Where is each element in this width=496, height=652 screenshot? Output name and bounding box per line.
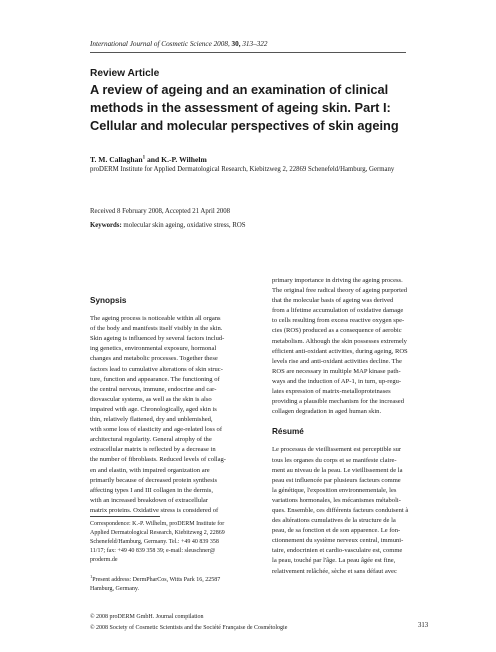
text-line: ways and the induction of AP-1, in turn, up-regu-: [272, 377, 402, 385]
text-line: lates expression of matrix-metalloproteinases: [272, 388, 391, 396]
article-title: [90, 81, 420, 135]
author-name: T. M. Callaghan: [90, 155, 143, 164]
text-line: the central nervous, immune, endocrine and car-: [90, 385, 217, 393]
text-line: ROS are necessary in multiple MAP kinase path-: [272, 367, 401, 375]
resume-heading: Résumé: [272, 427, 304, 437]
author-join: and: [145, 155, 162, 164]
text-line: ing genetics, environmental exposure, hormonal: [90, 345, 217, 353]
journal-pages: 313–322: [242, 40, 268, 48]
text-line: the number of fibroblasts. Reduced levels of collag-: [90, 456, 226, 464]
text-line: proderm.de: [90, 557, 118, 563]
text-line: metabolism. Although the skin possesses extremely: [272, 337, 407, 345]
received-accepted-dates: Received 8 February 2008, Accepted 21 April 2008: [90, 208, 231, 215]
text-line: The original free radical theory of ageing purported: [272, 287, 408, 295]
copyright-line: © 2008 Society of Cosmetic Scientists and the Société Française de Cosmétologie: [90, 625, 288, 631]
text-line: Skin ageing is influenced by several factors includ-: [90, 335, 225, 343]
footnote-text: Present address: DermPharCos, Witts Park 16, 22587: [92, 577, 221, 583]
text-line: architectural regularity. General atrophy of the: [90, 436, 212, 444]
footnotes: [90, 520, 257, 601]
text-line: impaired with age. Chronologically, aged skin is: [90, 405, 217, 413]
text-line: ctionnement du système nerveux central, immuni-: [272, 537, 404, 545]
author-list: [90, 155, 207, 164]
article-type: Review Article: [90, 68, 160, 79]
text-line: primary importance in driving the ageing process.: [272, 277, 403, 284]
text-line: affecting types I and III collagen in the dermis,: [90, 486, 213, 494]
text-line: with an increased breakdown of extracellular: [90, 496, 208, 504]
text-line: Applied Dermatological Research, Kiebitzweg 2, 22869: [90, 530, 225, 536]
title-line: methods in the assessment of ageing skin. Part I:: [90, 100, 391, 115]
keywords-label: Keywords:: [90, 222, 122, 229]
text-line: collagen degradation in aged human skin.: [272, 408, 382, 416]
text-line: primarily because of decreased protein synthesis: [90, 476, 218, 484]
footnote-rule: [90, 516, 160, 517]
synopsis-text: [90, 314, 257, 516]
text-line: factors lead to cumulative alterations of skin struc-: [90, 365, 223, 373]
text-line: la génétique, l'exposition environnementale, les: [272, 486, 397, 494]
text-line: Correspondence: K.-P. Wilhelm, proDERM Institute for: [90, 521, 225, 527]
author-name: K.-P. Wilhelm: [161, 155, 207, 164]
resume-text: [272, 445, 439, 576]
affiliation: proDERM Institute for Applied Dermatological Research, Kiebitzweg 2, 22869 Schenefeld/Hamburg, Germany: [90, 166, 395, 173]
text-line: variations hormonales, les mécanismes métaboli-: [272, 496, 401, 504]
footnote-mark: 1: [90, 574, 93, 579]
copyright-notice: [90, 612, 287, 634]
text-line: ques. Ensemble, ces différents facteurs conduisent à: [272, 506, 409, 514]
synopsis-continued-text: [272, 276, 439, 417]
text-line: changes and metabolic processes. Together these: [90, 355, 218, 363]
text-line: Le processus de vieillissement est perceptible sur: [272, 446, 402, 454]
text-line: peau est influencée par plusieurs facteurs comme: [272, 476, 401, 484]
footnote-line: [90, 572, 257, 585]
footnote-line: Hamburg, Germany.: [90, 586, 139, 592]
keywords-text: molecular skin ageing, oxidative stress, ROS: [121, 222, 246, 229]
journal-citation: [90, 40, 420, 48]
text-line: efficient anti-oxidant activities, during ageing, ROS: [272, 347, 408, 355]
text-line: peau, de sa fonction et de son apparence. Le fon-: [272, 527, 401, 535]
text-line: The ageing process is noticeable within all organs: [90, 315, 221, 323]
text-line: Schenefeld/Hamburg, Germany. Tel.: +49 40 839 358: [90, 539, 219, 545]
title-line: Cellular and molecular perspectives of skin ageing: [90, 118, 399, 133]
text-line: matrix proteins. Oxidative stress is considered of: [90, 506, 219, 514]
text-line: des altérations cumulatives de la structure de la: [272, 517, 396, 525]
title-line: A review of ageing and an examination of clinical: [90, 82, 389, 97]
text-line: cies (ROS) produced as a consequence of aerobic: [272, 327, 402, 335]
keywords: [90, 222, 246, 229]
text-line: extracellular matrix is reflected by a decrease in: [90, 446, 216, 454]
affiliation-mark: 1: [142, 155, 146, 161]
journal-name: International Journal of Cosmetic Science: [90, 40, 212, 48]
correspondence-footnote: [90, 520, 257, 565]
left-column: [90, 296, 257, 516]
journal-year: 2008,: [213, 40, 230, 48]
text-line: en and elastin, with impaired organization are: [90, 466, 210, 474]
text-line: ture, function and appearance. The functioning of: [90, 375, 220, 383]
text-line: providing a plausible mechanism for the increased: [272, 398, 404, 406]
text-line: diovascular systems, as well as the skin is also: [90, 395, 212, 403]
text-line: la peau, touché par l'âge. La peau âgée est fine,: [272, 557, 396, 565]
text-line: thin, relatively flattened, dry and unblemished,: [90, 416, 213, 424]
synopsis-heading: Synopsis: [90, 296, 127, 305]
text-line: taire, endocrinien et cardio-vasculaire est, comme: [272, 547, 403, 555]
journal-volume: 30,: [231, 40, 241, 48]
page-number: 313: [418, 622, 429, 629]
copyright-line: © 2008 proDERM GmbH. Journal compilation: [90, 614, 204, 620]
text-line: that the molecular basis of ageing was derived: [272, 297, 394, 305]
text-line: levels rise and anti-oxidant activities decline. The: [272, 357, 402, 365]
right-column: [272, 276, 439, 577]
text-line: 11/17; fax: +49 40 839 358 39; e-mail: sleuschner@: [90, 548, 216, 554]
text-line: of the body and manifests itself visibly in the skin.: [90, 325, 223, 333]
text-line: ment au niveau de la peau. Le vieillissement de la: [272, 466, 403, 474]
text-line: with some loss of elasticity and age-related loss of: [90, 426, 222, 434]
text-line: from a lifetime accumulation of oxidative damage: [272, 307, 404, 315]
present-address-footnote: [90, 572, 257, 594]
text-line: to cells resulting from excess reactive oxygen spe-: [272, 317, 405, 325]
text-line: tous les organes du corps et se manifeste claire-: [272, 456, 397, 464]
text-line: relativement relâchée, sèche et sans défaut avec: [272, 567, 397, 575]
header-rule: [90, 52, 406, 53]
